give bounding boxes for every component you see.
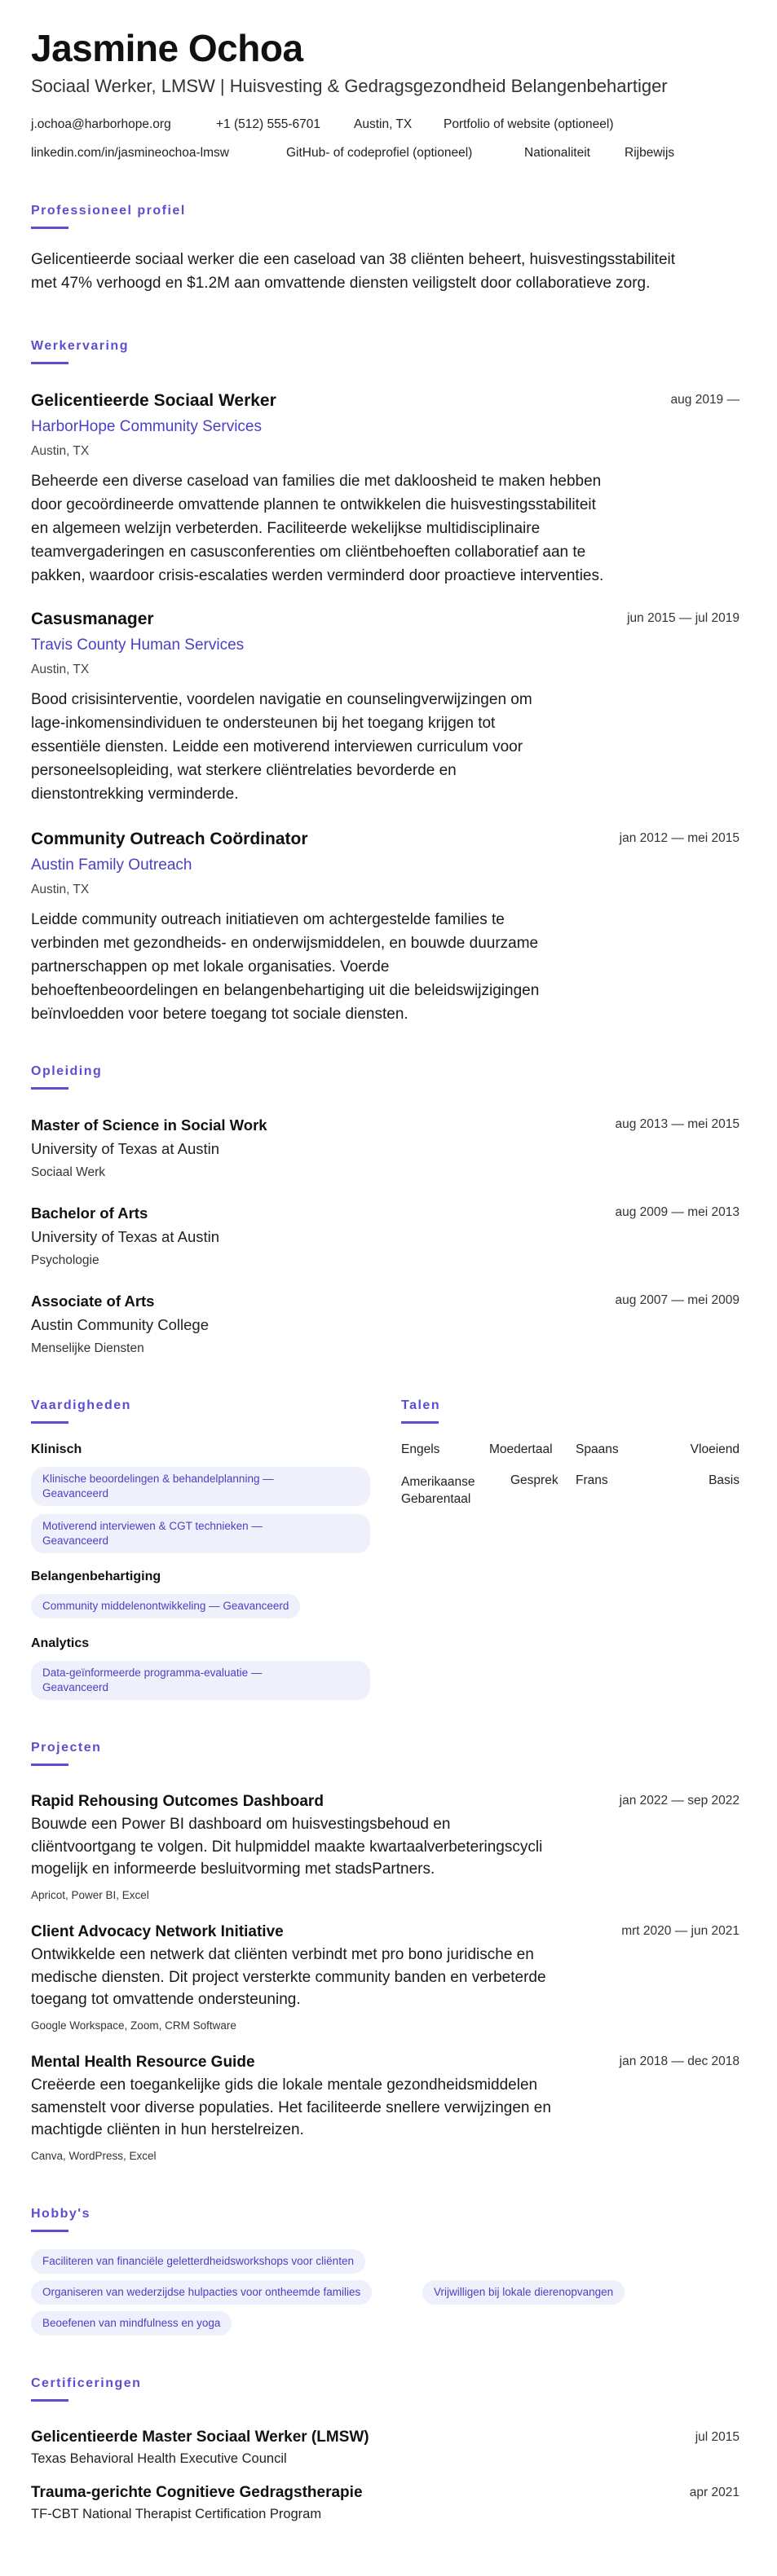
education-degree: Bachelor of Arts	[31, 1204, 148, 1222]
profile-summary	[31, 248, 748, 295]
project-description-line: medische diensten. Dit project versterkte community banden en verbeterde	[31, 1968, 546, 1986]
section-rule	[401, 1421, 439, 1424]
skill-group-name: Belangenbehartiging	[31, 1570, 161, 1583]
section-title-education: Opleiding	[31, 1064, 103, 1078]
job-date: jun 2015 — jul 2019	[627, 611, 739, 625]
project-description-line: mogelijk en informeerde besluitvorming met stadsPartners.	[31, 1860, 435, 1878]
job-description-line: personeelsopleiding, wat sterkere cliëntrelaties bevorderde en	[31, 762, 457, 779]
skill-chip	[31, 1514, 370, 1553]
candidate-name: Jasmine Ochoa	[31, 27, 303, 69]
candidate-subtitle: Sociaal Werker, LMSW | Huisvesting & Gedragsgezondheid Belangenbehartiger	[31, 76, 668, 96]
skill-chip-line: Data-geïnformeerde programma-evaluatie —	[42, 1667, 263, 1679]
job-date: aug 2019 —	[670, 393, 739, 407]
job-description	[31, 469, 683, 588]
education-date: aug 2013 — mei 2015	[615, 1117, 739, 1131]
job-title: Community Outreach Coördinator	[31, 830, 308, 848]
section-rule	[31, 2230, 68, 2232]
hobby-chip: Organiseren van wederzijdse hulpacties voor ontheemde families	[31, 2280, 372, 2305]
education-date: aug 2007 — mei 2009	[615, 1293, 739, 1307]
project-description-line: samenstelt voor diverse populaties. Het faciliteerde snellere verwijzingen en	[31, 2098, 551, 2116]
job-location: Austin, TX	[31, 663, 90, 676]
certification-title: Gelicentieerde Master Sociaal Werker (LMSW)	[31, 2428, 369, 2446]
education-field: Sociaal Werk	[31, 1165, 106, 1179]
project-description-line: Creëerde een toegankelijke gids die lokale mentale gezondheidsmiddelen	[31, 2076, 538, 2094]
job-location: Austin, TX	[31, 883, 90, 896]
section-title-projects: Projecten	[31, 1741, 102, 1755]
job-description-line: teamvergaderingen en casusconferenties om cliëntbehoeften collaboratief aan te	[31, 544, 586, 561]
language-name: Frans	[576, 1473, 608, 1487]
project-title: Rapid Rehousing Outcomes Dashboard	[31, 1793, 324, 1810]
section-rule	[31, 2399, 68, 2402]
section-title-certifications: Certificeringen	[31, 2376, 142, 2390]
section-rule	[31, 1764, 68, 1766]
education-date: aug 2009 — mei 2013	[615, 1205, 739, 1219]
job-description-line: pakken, waardoor crisis-escalaties werden verminderd door proactieve interventies.	[31, 567, 604, 584]
section-rule	[31, 227, 68, 229]
profile-line: met 47% verhoogd en $1.2M aan omvattende diensten veiligstelt door collaboratieve zorg.	[31, 275, 651, 292]
project-date: mrt 2020 — jun 2021	[621, 1924, 739, 1938]
job-company[interactable]: Travis County Human Services	[31, 636, 245, 654]
profile-line: Gelicentieerde sociaal werker die een caseload van 38 cliënten beheert, huisvestingsstabiliteit	[31, 251, 676, 268]
language-name: Engels	[401, 1442, 440, 1456]
hobby-chip: Vrijwilligen bij lokale dierenopvangen	[422, 2280, 625, 2305]
contact-linkedin[interactable]: linkedin.com/in/jasmineochoa-lmsw	[31, 146, 229, 160]
job-description-line: behoeftenbeoordelingen en belangenbehartiging uit die beleidswijzigingen	[31, 982, 540, 999]
job-title: Gelicentieerde Sociaal Werker	[31, 391, 276, 410]
contact-phone[interactable]: +1 (512) 555-6701	[216, 117, 320, 131]
skill-chip-line: Geavanceerd	[42, 1487, 109, 1499]
section-rule	[31, 1421, 68, 1424]
job-date: jan 2012 — mei 2015	[619, 831, 739, 845]
project-date: jan 2022 — sep 2022	[619, 1794, 739, 1808]
project-description-line: Bouwde een Power BI dashboard om huisvestingsbehoud en	[31, 1816, 451, 1833]
job-description-line: essentiële diensten. Leidde een motiverend interviewen curriculum voor	[31, 738, 523, 755]
language-name-line: Amerikaanse	[401, 1475, 475, 1489]
contact-portfolio[interactable]: Portfolio of website (optioneel)	[444, 117, 614, 131]
job-description-line: verbinden met gezondheids- en onderwijsmiddelen, en bouwde duurzame	[31, 935, 539, 952]
skill-chip	[31, 1661, 370, 1700]
education-field: Psychologie	[31, 1253, 99, 1267]
project-description	[31, 1944, 700, 2011]
language-name	[401, 1473, 475, 1508]
certification-org: TF-CBT National Therapist Certification Program	[31, 2507, 322, 2521]
certification-date: apr 2021	[689, 2486, 739, 2499]
skill-chip-line: Motiverend interviewen & CGT technieken —	[42, 1520, 263, 1532]
section-title-skills: Vaardigheden	[31, 1398, 131, 1412]
language-level: Basis	[709, 1473, 739, 1487]
hobby-chip: Faciliteren van financiële geletterdheidsworkshops voor cliënten	[31, 2249, 365, 2274]
project-description	[31, 2074, 700, 2142]
skill-chip-line: Klinische beoordelingen & behandelplanning —	[42, 1473, 274, 1485]
education-school: University of Texas at Austin	[31, 1228, 220, 1245]
project-description	[31, 1813, 700, 1881]
language-name: Spaans	[576, 1442, 619, 1456]
contact-nationality: Nationaliteit	[524, 146, 590, 160]
skill-chip-line: Geavanceerd	[42, 1681, 109, 1693]
job-description	[31, 688, 683, 806]
job-location: Austin, TX	[31, 444, 90, 458]
language-level: Gesprek	[510, 1473, 558, 1487]
education-school: University of Texas at Austin	[31, 1140, 220, 1157]
education-school: Austin Community College	[31, 1316, 209, 1333]
job-title: Casusmanager	[31, 610, 154, 628]
job-description	[31, 908, 683, 1026]
section-rule	[31, 1087, 68, 1090]
job-description-line: Beheerde een diverse caseload van families die met dakloosheid te maken hebben	[31, 473, 602, 490]
project-tools: Apricot, Power BI, Excel	[31, 1889, 149, 1901]
project-title: Client Advocacy Network Initiative	[31, 1923, 284, 1940]
job-description-line: Leidde community outreach initiatieven om achtergestelde families te	[31, 911, 505, 928]
job-description-line: Bood crisisinterventie, voordelen navigatie en counselingverwijzingen om	[31, 691, 532, 708]
certification-title: Trauma-gerichte Cognitieve Gedragstherapie	[31, 2484, 363, 2501]
language-level: Vloeiend	[690, 1442, 739, 1456]
job-description-line: en algemeen welzijn verbeterden. Faciliteerde wekelijkse multidisciplinaire	[31, 520, 541, 537]
section-title-experience: Werkervaring	[31, 339, 129, 353]
job-description-line: lage-inkomensindividuen te ondersteunen bij het toegang krijgen tot	[31, 715, 496, 732]
skill-group-name: Analytics	[31, 1636, 90, 1650]
education-field: Menselijke Diensten	[31, 1341, 144, 1355]
skill-chip	[31, 1594, 300, 1618]
contact-email[interactable]: j.ochoa@harborhope.org	[31, 117, 171, 131]
job-description-line: dienstontrekking verminderde.	[31, 786, 239, 803]
skill-chip	[31, 1467, 370, 1506]
contact-github[interactable]: GitHub- of codeprofiel (optioneel)	[286, 146, 473, 160]
education-degree: Master of Science in Social Work	[31, 1116, 267, 1134]
project-tools: Canva, WordPress, Excel	[31, 2150, 157, 2162]
skill-chip-line: Community middelenontwikkeling — Geavanceerd	[42, 1600, 289, 1612]
project-date: jan 2018 — dec 2018	[619, 2054, 739, 2068]
language-name-line: Gebarentaal	[401, 1492, 471, 1506]
project-description-line: cliëntvoortgang te volgen. Dit hulpmiddel maakte kwartaalverbeteringscycli	[31, 1838, 543, 1856]
project-description-line: Ontwikkelde een netwerk dat cliënten verbindt met pro bono juridische en	[31, 1946, 534, 1963]
certification-org: Texas Behavioral Health Executive Council	[31, 2451, 287, 2466]
skill-group-name: Klinisch	[31, 1442, 82, 1456]
section-rule	[31, 362, 68, 364]
job-description-line: beïnvloedden voor betere toegang tot sociale diensten.	[31, 1006, 408, 1023]
contact-license: Rijbewijs	[625, 146, 675, 160]
project-tools: Google Workspace, Zoom, CRM Software	[31, 2019, 236, 2032]
job-company[interactable]: Austin Family Outreach	[31, 856, 192, 874]
section-title-languages: Talen	[401, 1398, 441, 1412]
project-description-line: machtigde cliënten in hun herstelreizen.	[31, 2121, 304, 2138]
job-description-line: partnerschappen op met lokale organisaties. Voerde	[31, 958, 390, 975]
certification-date: jul 2015	[695, 2430, 739, 2444]
job-company[interactable]: HarborHope Community Services	[31, 418, 262, 435]
section-title-hobbies: Hobby's	[31, 2207, 91, 2221]
job-description-line: door gecoördineerde omvattende plannen te ontwikkelen die huisvestingsstabiliteit	[31, 496, 596, 513]
language-level: Moedertaal	[489, 1442, 553, 1456]
contact-location: Austin, TX	[354, 117, 413, 131]
skill-chip-line: Geavanceerd	[42, 1535, 109, 1547]
hobby-chip: Beoefenen van mindfulness en yoga	[31, 2311, 232, 2336]
education-degree: Associate of Arts	[31, 1292, 155, 1310]
section-title-profile: Professioneel profiel	[31, 204, 186, 218]
project-title: Mental Health Resource Guide	[31, 2054, 255, 2071]
project-description-line: toegang tot omvattende ondersteuning.	[31, 1991, 301, 2008]
